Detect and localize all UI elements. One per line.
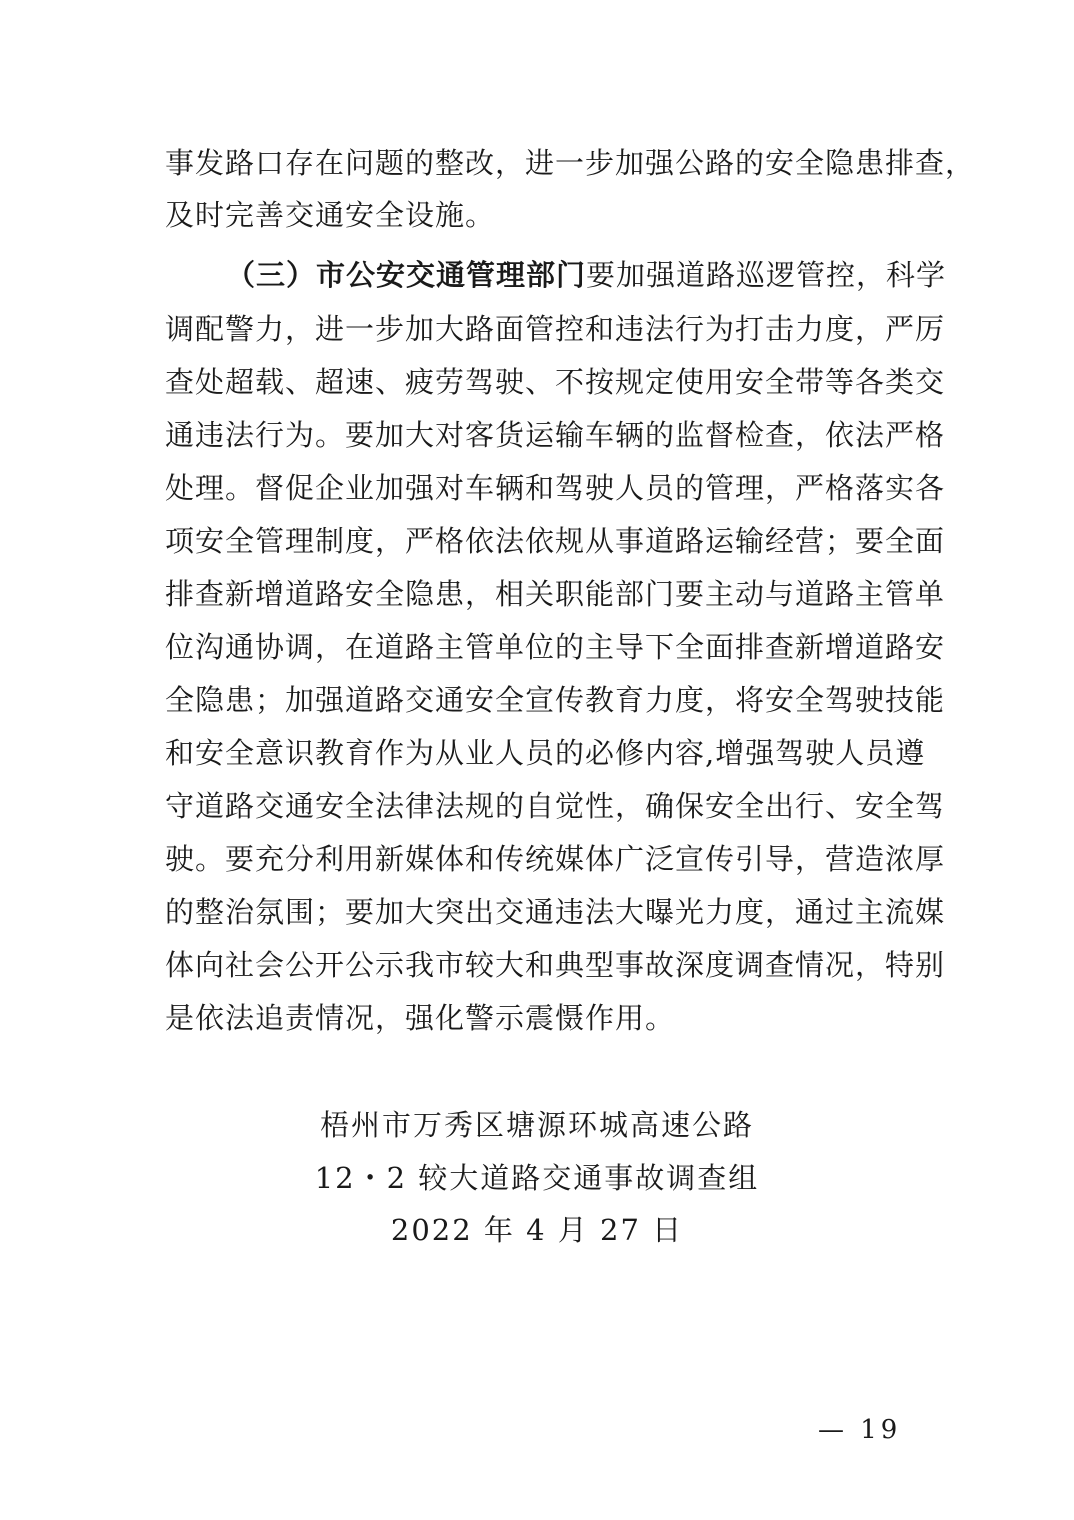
paragraph2-first-line-text: 要加强道路巡逻管控，科学 bbox=[586, 258, 947, 292]
paragraph2-line-11: 驶。要充分利用新媒体和传统媒体广泛宣传引导，营造浓厚 bbox=[165, 842, 946, 876]
paragraph2-line-9: 和安全意识教育作为从业人员的必修内容,增强驾驶人员遵 bbox=[165, 736, 926, 770]
page-number: — 19 bbox=[818, 1415, 902, 1445]
paragraph2-line-7: 位沟通协调，在道路主管单位的主导下全面排查新增道路安 bbox=[165, 630, 946, 664]
paragraph2-line-10: 守道路交通安全法律法规的自觉性，确保安全出行、安全驾 bbox=[165, 789, 946, 823]
paragraph2-line-4: 处理。督促企业加强对车辆和驾驶人员的管理，严格落实各 bbox=[165, 471, 946, 505]
paragraph2-line-12: 的整治氛围；要加大突出交通违法大曝光力度，通过主流媒 bbox=[165, 895, 946, 929]
paragraph2-line-3: 通违法行为。要加大对客货运输车辆的监督检查，依法严格 bbox=[165, 418, 946, 452]
paragraph2-line-6: 排查新增道路安全隐患，相关职能部门要主动与道路主管单 bbox=[165, 577, 946, 611]
signature-date: 2022 年 4 月 27 日 bbox=[390, 1213, 684, 1247]
paragraph1-line-1: 事发路口存在问题的整改，进一步加强公路的安全隐患排查， bbox=[165, 146, 976, 180]
section-heading: （三）市公安交通管理部门 bbox=[226, 258, 587, 292]
signature-organization-line-1: 梧州市万秀区塘源环城高速公路 bbox=[319, 1108, 754, 1142]
paragraph2-line-1: 调配警力，进一步加大路面管控和违法行为打击力度，严厉 bbox=[165, 312, 946, 346]
paragraph2-line-14: 是依法追责情况，强化警示震慑作用。 bbox=[165, 1001, 676, 1035]
paragraph1-line-2: 及时完善交通安全设施。 bbox=[165, 198, 496, 232]
paragraph2-line-5: 项安全管理制度，严格依法依规从事道路运输经营；要全面 bbox=[165, 524, 946, 558]
paragraph2-line-8: 全隐患；加强道路交通安全宣传教育力度，将安全驾驶技能 bbox=[165, 683, 946, 717]
paragraph2-line-13: 体向社会公开公示我市较大和典型事故深度调查情况，特别 bbox=[165, 948, 946, 982]
signature-organization-line-2: 12・2 较大道路交通事故调查组 bbox=[314, 1161, 760, 1195]
paragraph2-line-2: 查处超载、超速、疲劳驾驶、不按规定使用安全带等各类交 bbox=[165, 365, 946, 399]
paragraph2-first-line bbox=[226, 253, 947, 297]
